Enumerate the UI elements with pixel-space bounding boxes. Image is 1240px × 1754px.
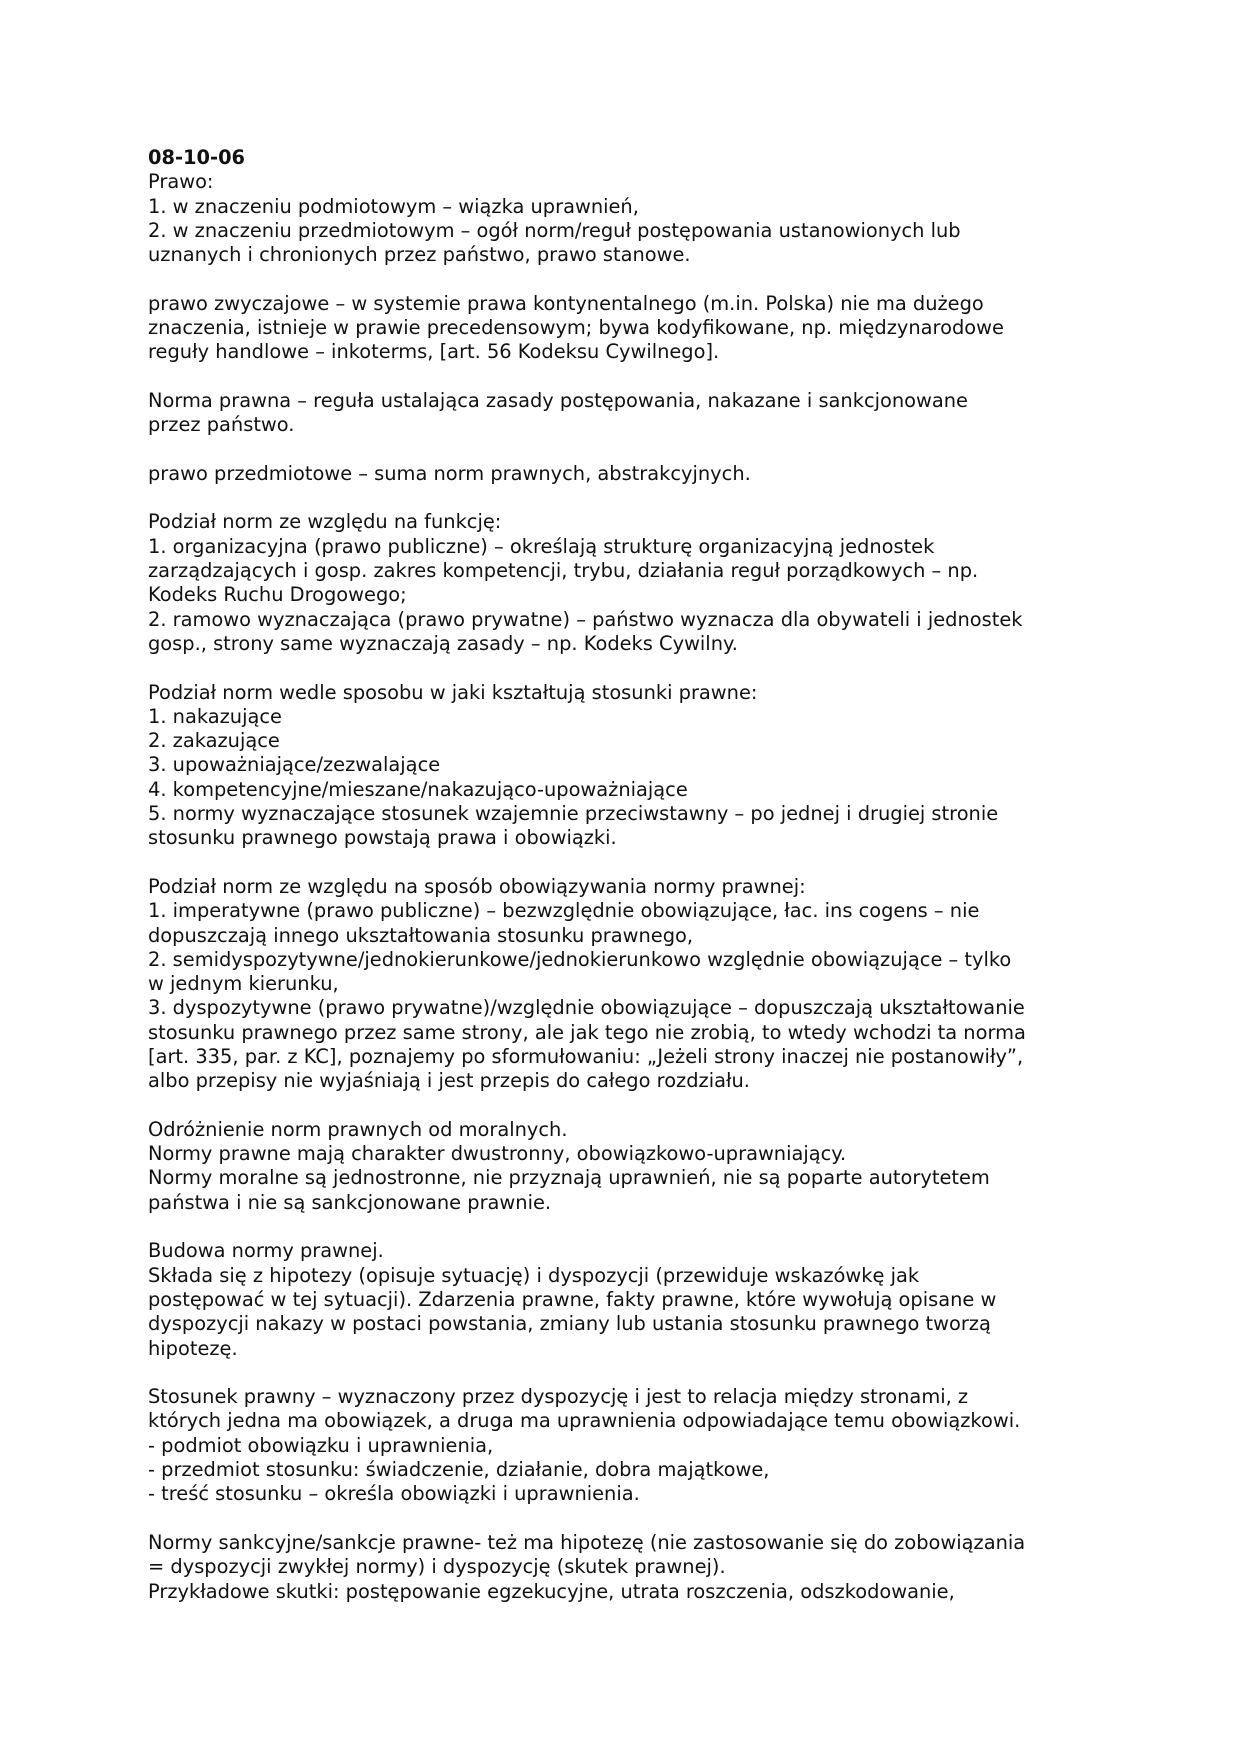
text-line: zarządzających i gosp. zakres kompetencji, trybu, działania reguł porządkowych – np. <box>148 559 979 583</box>
paragraph-gap <box>148 486 1108 510</box>
text-line: 2. ramowo wyznaczająca (prawo prywatne) – państwo wyznacza dla obywateli i jednostek <box>148 607 1023 631</box>
text-line: Prawo: <box>148 170 214 194</box>
text-line: - podmiot obowiązku i uprawnienia, <box>148 1433 494 1457</box>
paragraph-gap <box>148 1507 1108 1531</box>
paragraph <box>148 1385 1108 1506</box>
paragraph <box>148 170 1108 267</box>
text-line: Norma prawna – reguła ustalająca zasady postępowania, nakazane i sankcjonowane <box>148 388 968 412</box>
paragraph-gap <box>148 656 1108 680</box>
paragraph <box>148 510 1108 656</box>
paragraph-gap <box>148 1215 1108 1239</box>
paragraph <box>148 875 1108 1094</box>
paragraph <box>148 462 1108 486</box>
text-line: których jedna ma obowiązek, a druga ma uprawnienia odpowiadające temu obowiązkowi. <box>148 1409 1021 1433</box>
paragraph-gap <box>148 851 1108 875</box>
text-line: 4. kompetencyjne/mieszane/nakazująco-upoważniające <box>148 777 688 801</box>
paragraph-gap <box>148 438 1108 462</box>
text-line: postępować w tej sytuacji). Zdarzenia prawne, fakty prawne, które wywołują opisane w <box>148 1287 997 1311</box>
text-line: Budowa normy prawnej. <box>148 1239 384 1263</box>
text-line: Stosunek prawny – wyznaczony przez dyspozycję i jest to relacja między stronami, z <box>148 1385 969 1409</box>
document-body <box>148 170 1108 1604</box>
text-line: = dyspozycji zwykłej normy) i dyspozycję (skutek prawnej). <box>148 1555 726 1579</box>
text-line: 2. zakazujące <box>148 729 280 753</box>
text-line: Kodeks Ruchu Drogowego; <box>148 583 407 607</box>
text-line: 3. dyspozytywne (prawo prywatne)/względnie obowiązujące – dopuszczają ukształtowanie <box>148 996 1025 1020</box>
text-line: Podział norm ze względu na funkcję: <box>148 510 502 534</box>
text-line: 1. organizacyjna (prawo publiczne) – określają strukturę organizacyjną jednostek <box>148 534 935 558</box>
text-line: Odróżnienie norm prawnych od moralnych. <box>148 1117 568 1141</box>
text-line: uznanych i chronionych przez państwo, prawo stanowe. <box>148 243 691 267</box>
text-line: gosp., strony same wyznaczają zasady – np. Kodeks Cywilny. <box>148 631 738 655</box>
paragraph <box>148 389 1108 438</box>
text-line: dopuszczają innego ukształtowania stosunku prawnego, <box>148 923 694 947</box>
text-line: Normy prawne mają charakter dwustronny, obowiązkowo-uprawniający. <box>148 1142 847 1166</box>
text-line: w jednym kierunku, <box>148 972 339 996</box>
text-line: przez państwo. <box>148 413 295 437</box>
text-line: hipotezę. <box>148 1336 238 1360</box>
text-line: Normy sankcyjne/sankcje prawne- też ma hipotezę (nie zastosowanie się do zobowiązania <box>148 1530 1026 1554</box>
text-line: znaczenia, istnieje w prawie precedensowym; bywa kodyfikowane, np. międzynarodowe <box>148 316 1004 340</box>
text-line: 1. nakazujące <box>148 704 282 728</box>
document-page <box>148 146 1108 1604</box>
paragraph <box>148 1118 1108 1215</box>
text-line: Podział norm wedle sposobu w jaki kształtują stosunki prawne: <box>148 680 758 704</box>
paragraph <box>148 1239 1108 1360</box>
paragraph-gap <box>148 1361 1108 1385</box>
text-line: prawo zwyczajowe – w systemie prawa kontynentalnego (m.in. Polska) nie ma dużego <box>148 291 984 315</box>
paragraph <box>148 681 1108 851</box>
text-line: 1. w znaczeniu podmiotowym – wiązka uprawnień, <box>148 194 639 218</box>
text-line: Podział norm ze względu na sposób obowiązywania normy prawnej: <box>148 874 806 898</box>
text-line: 3. upoważniające/zezwalające <box>148 753 441 777</box>
paragraph-gap <box>148 1094 1108 1118</box>
text-line: - przedmiot stosunku: świadczenie, działanie, dobra majątkowe, <box>148 1458 770 1482</box>
text-line: dyspozycji nakazy w postaci powstania, zmiany lub ustania stosunku prawnego tworzą <box>148 1312 991 1336</box>
text-line: państwa i nie są sankcjonowane prawnie. <box>148 1190 552 1214</box>
text-line: Normy moralne są jednostronne, nie przyznają uprawnień, nie są poparte autorytetem <box>148 1166 990 1190</box>
text-line: stosunku prawnego przez same strony, ale jak tego nie zrobią, to wtedy wchodzi ta norma <box>148 1020 1026 1044</box>
text-line: 5. normy wyznaczające stosunek wzajemnie przeciwstawny – po jednej i drugiej stronie <box>148 802 999 826</box>
text-line: - treść stosunku – określa obowiązki i uprawnienia. <box>148 1482 640 1506</box>
text-line: 1. imperatywne (prawo publiczne) – bezwzględnie obowiązujące, łac. ins cogens – nie <box>148 899 980 923</box>
document-date: 08-10-06 <box>148 146 246 169</box>
text-line: [art. 335, par. z KC], poznajemy po sformułowaniu: „Jeżeli strony inaczej nie postanowiły”, <box>148 1044 1024 1068</box>
text-line: albo przepisy nie wyjaśniają i jest przepis do całego rozdziału. <box>148 1069 750 1093</box>
text-line: 2. semidyspozytywne/jednokierunkowe/jednokierunkowo względnie obowiązujące – tylko <box>148 947 1012 971</box>
text-line: Przykładowe skutki: postępowanie egzekucyjne, utrata roszczenia, odszkodowanie, <box>148 1579 955 1603</box>
paragraph-gap <box>148 365 1108 389</box>
text-line: Składa się z hipotezy (opisuje sytuację) i dyspozycji (przewiduje wskazówkę jak <box>148 1263 920 1287</box>
text-line: stosunku prawnego powstają prawa i obowiązki. <box>148 826 617 850</box>
text-line: prawo przedmiotowe – suma norm prawnych, abstrakcyjnych. <box>148 461 751 485</box>
text-line: reguły handlowe – inkoterms, [art. 56 Kodeksu Cywilnego]. <box>148 340 720 364</box>
paragraph-gap <box>148 267 1108 291</box>
paragraph <box>148 1531 1108 1604</box>
paragraph <box>148 292 1108 365</box>
text-line: 2. w znaczeniu przedmiotowym – ogół norm/reguł postępowania ustanowionych lub <box>148 218 961 242</box>
